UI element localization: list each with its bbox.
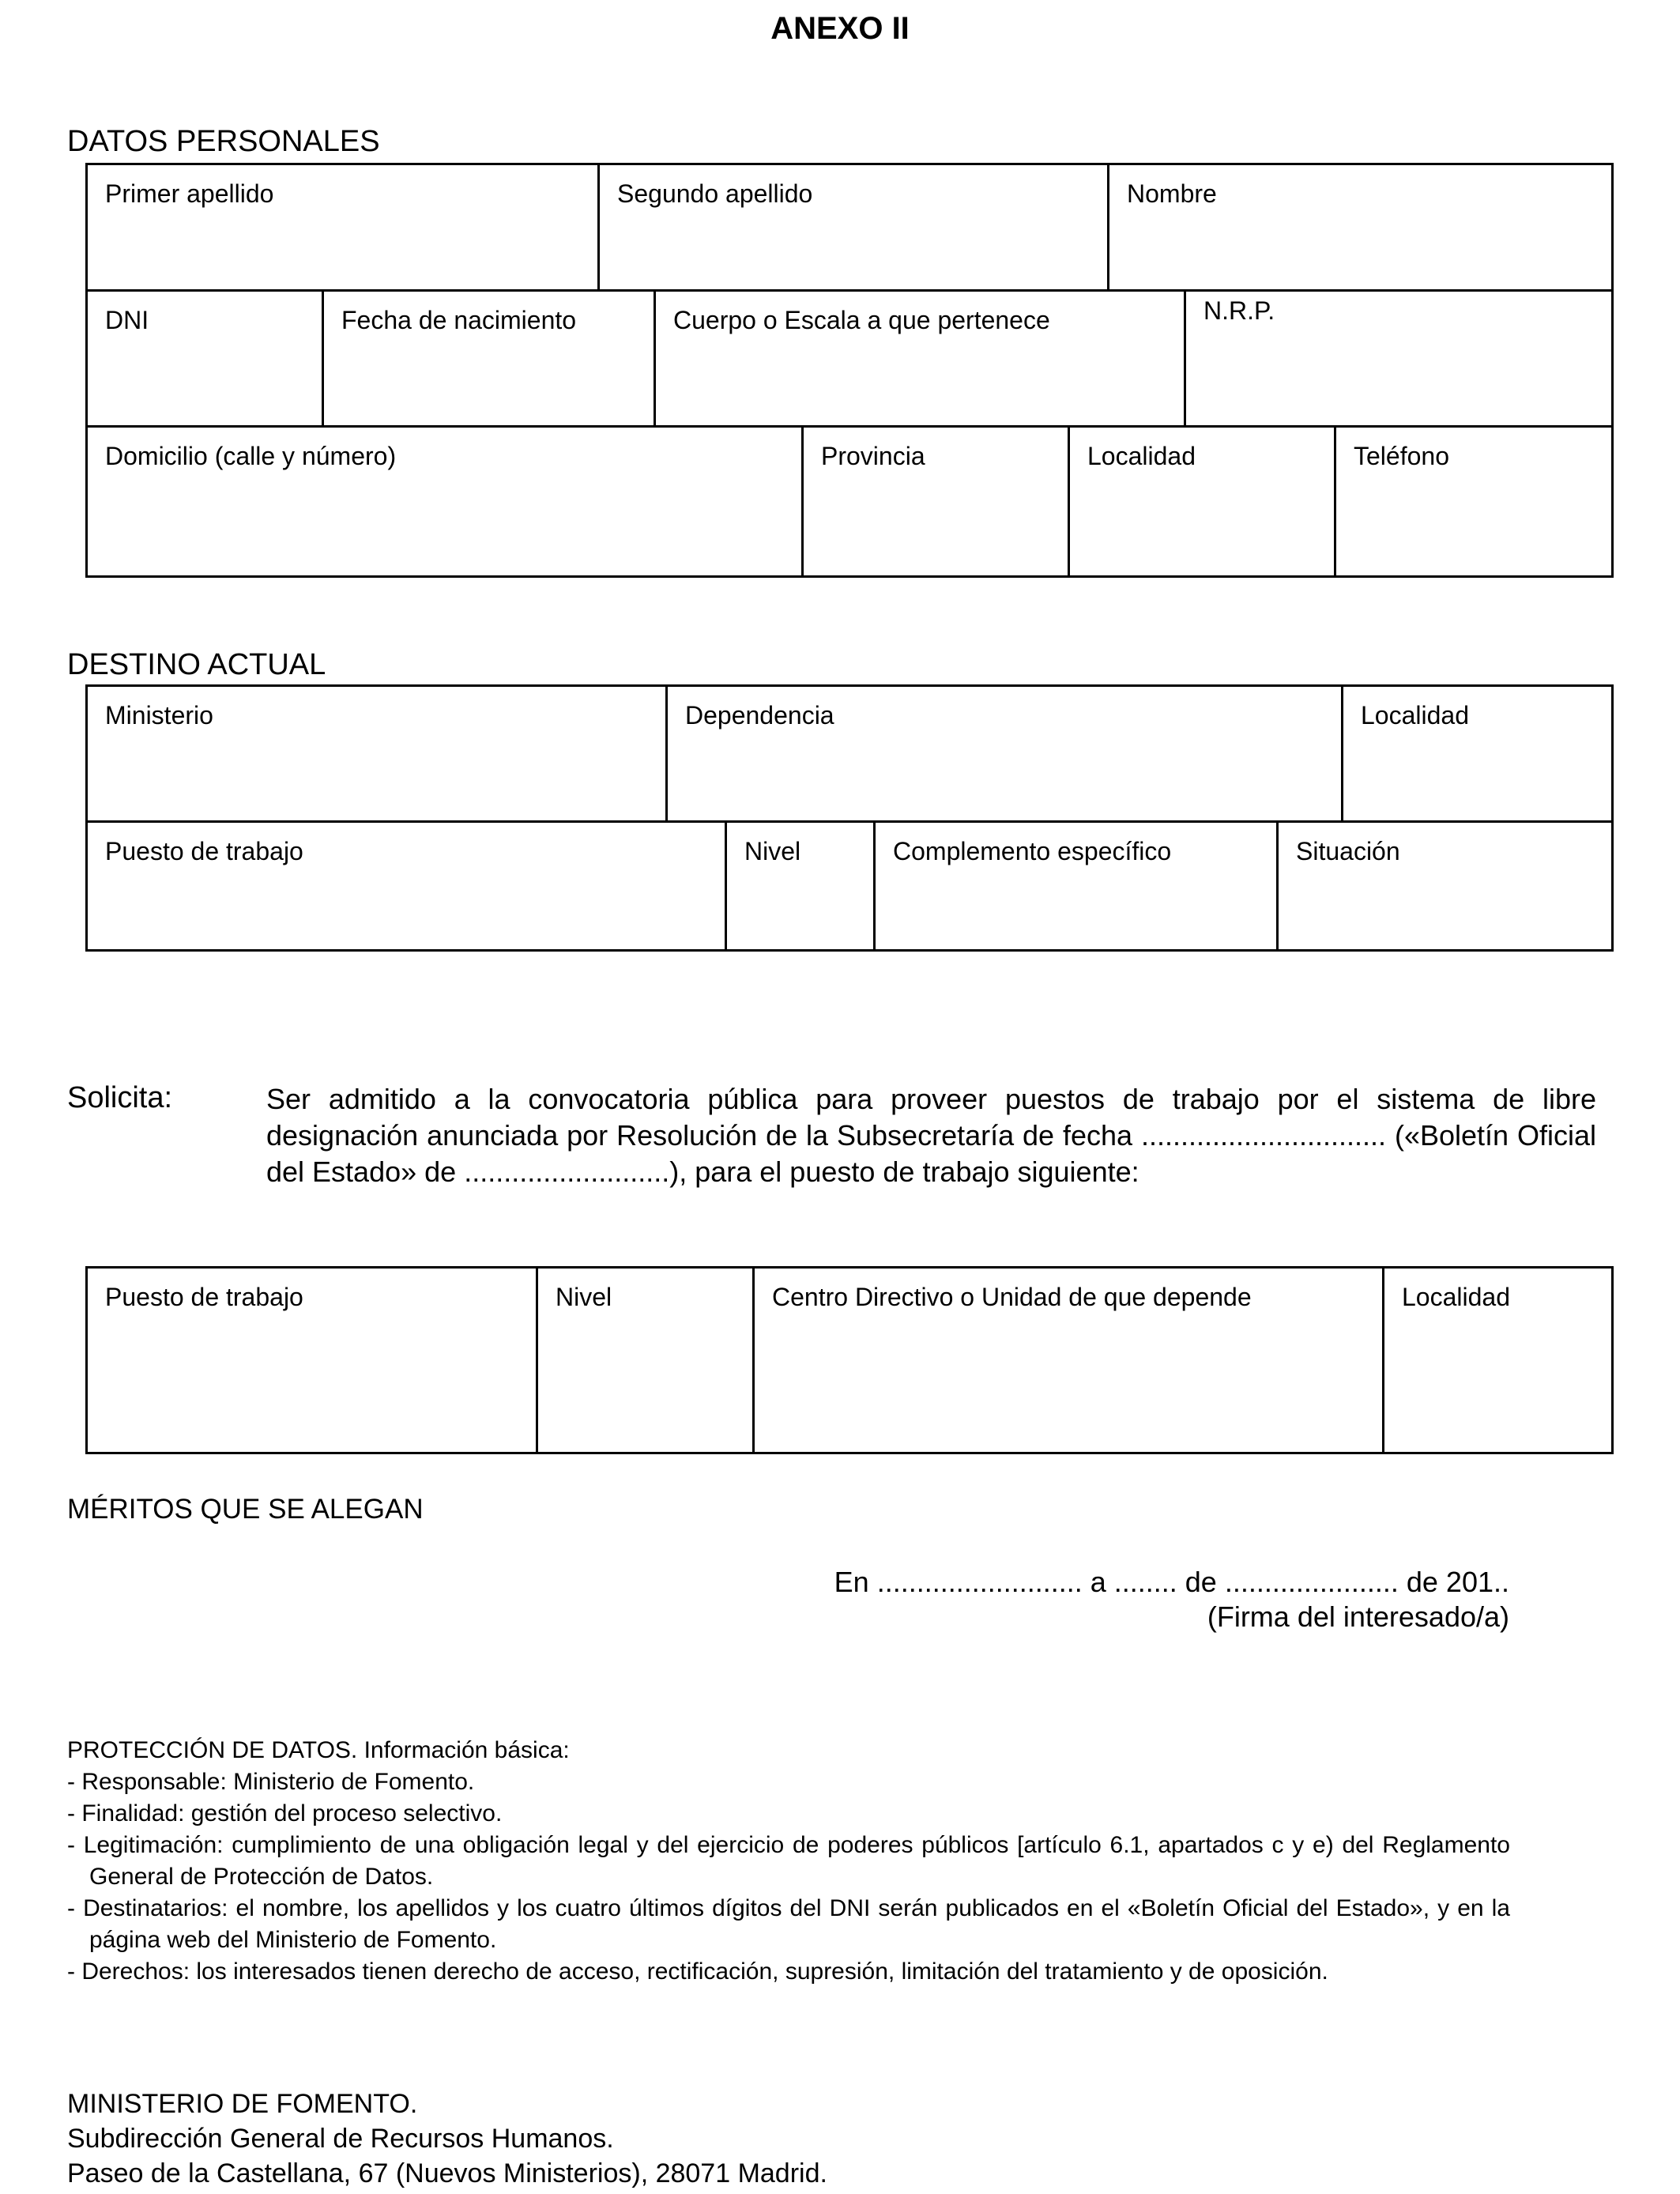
field-dni[interactable]: DNI [105,306,149,334]
field-localidad-solicitada[interactable]: Localidad [1382,1269,1614,1452]
solicita-label: Solicita: [67,1081,173,1114]
field-puesto-solicitado[interactable]: Puesto de trabajo [105,1283,303,1311]
field-situacion[interactable]: Situación [1276,823,1614,952]
proteccion-item: - Destinatarios: el nombre, los apellidos y los cuatro últimos dígitos del DNI serán publicados en el «Boletín Oficial del Estado», y en la página web del Ministerio de Fomento. [67,1895,1510,1953]
field-ministerio[interactable]: Ministerio [105,701,213,729]
puesto-solicitado-table [85,1266,1614,1454]
field-localidad[interactable]: Localidad [1068,428,1334,578]
destino-actual-table [85,684,1614,952]
lugar-fecha: En .......................... a ........ de ...................... de 201.. [834,1566,1509,1598]
field-centro-directivo[interactable]: Centro Directivo o Unidad de que depende [752,1269,1382,1452]
footer-ministerio: MINISTERIO DE FOMENTO. [67,2089,418,2119]
section-meritos: MÉRITOS QUE SE ALEGAN [67,1494,424,1525]
proteccion-item: - Derechos: los interesados tienen derecho de acceso, rectificación, supresión, limitación del tratamiento y de oposición. [67,1958,1328,1985]
field-puesto-trabajo[interactable]: Puesto de trabajo [105,837,303,865]
field-cuerpo-escala[interactable]: Cuerpo o Escala a que pertenece [654,292,1184,428]
footer-address [67,2087,827,2191]
field-complemento-especifico[interactable]: Complemento específico [873,823,1276,952]
footer-direccion: Paseo de la Castellana, 67 (Nuevos Ministerios), 28071 Madrid. [67,2158,827,2188]
section-datos-personales: DATOS PERSONALES [67,125,380,158]
section-destino-actual: DESTINO ACTUAL [67,648,326,681]
proteccion-item: - Legitimación: cumplimiento de una obligación legal y del ejercicio de poderes públicos [artículo 6.1, apartados c y e) del Reglamento General de Protección de Datos. [67,1832,1510,1890]
field-nivel[interactable]: Nivel [725,823,873,952]
solicita-text: Ser admitido a la convocatoria pública para proveer puestos de trabajo por el sistema de libre designación anunciada por Resolución de la Subsecretaría de fecha ............................... («Boletín Oficial del Estado» de ..........................), para el puesto de trabajo siguiente: [266,1083,1596,1188]
field-fecha-nacimiento[interactable]: Fecha de nacimiento [322,292,654,428]
proteccion-datos [67,1735,1510,1988]
proteccion-item: - Finalidad: gestión del proceso selectivo. [67,1800,503,1826]
field-segundo-apellido[interactable]: Segundo apellido [597,165,1107,292]
field-telefono[interactable]: Teléfono [1334,428,1614,578]
field-localidad-destino[interactable]: Localidad [1341,687,1614,823]
firma-interesado: (Firma del interesado/a) [1207,1600,1509,1633]
field-nivel-solicitado[interactable]: Nivel [536,1269,752,1452]
proteccion-heading: PROTECCIÓN DE DATOS. Información básica: [67,1737,570,1763]
field-nombre[interactable]: Nombre [1107,165,1614,292]
field-primer-apellido[interactable]: Primer apellido [105,179,274,208]
field-domicilio[interactable]: Domicilio (calle y número) [105,442,397,470]
field-dependencia[interactable]: Dependencia [665,687,1341,823]
proteccion-item: - Responsable: Ministerio de Fomento. [67,1769,475,1795]
field-nrp[interactable]: N.R.P. [1184,292,1614,428]
field-provincia[interactable]: Provincia [801,428,1068,578]
signature-block [711,1565,1509,1634]
footer-subdireccion: Subdirección General de Recursos Humanos. [67,2124,614,2154]
datos-personales-table [85,163,1614,578]
document-title: ANEXO II [770,11,910,46]
